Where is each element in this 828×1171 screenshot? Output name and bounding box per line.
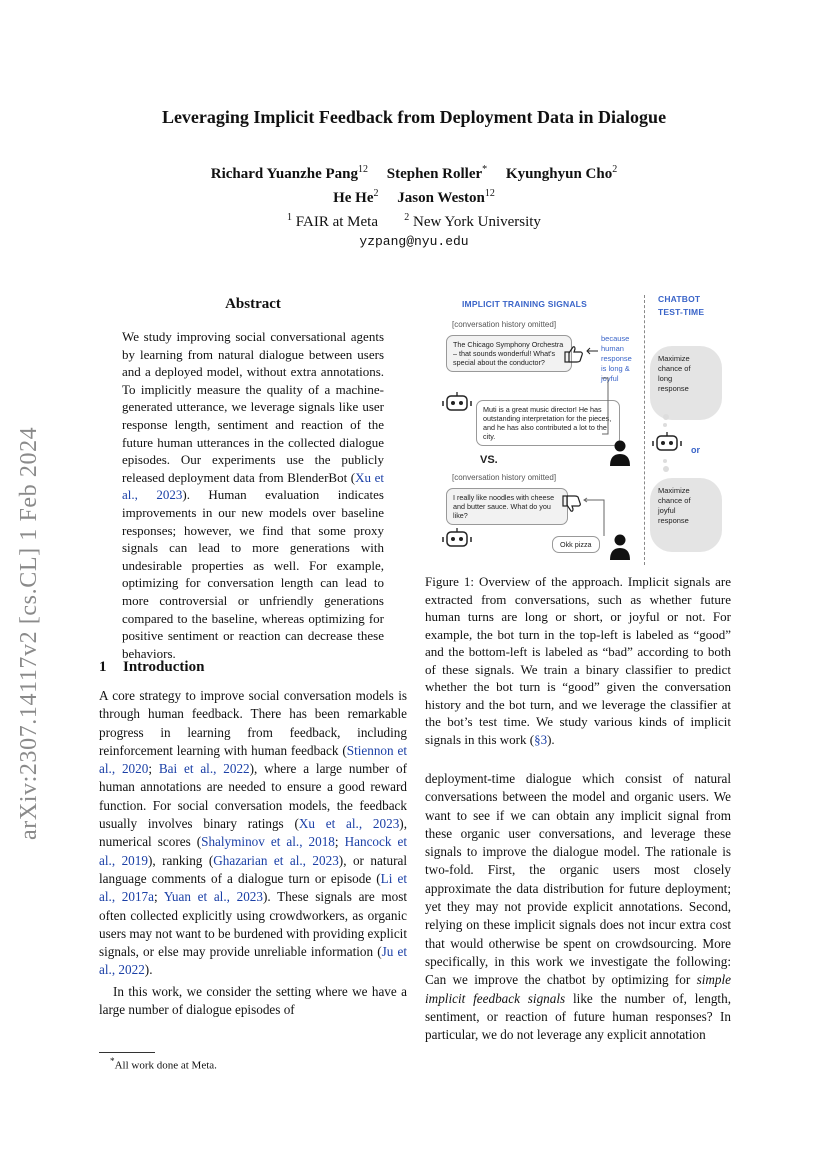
history-omitted: [conversation history omitted] [452,320,557,329]
author-block [0,160,828,252]
author-name: He He [333,190,374,206]
citation-link[interactable]: Ju et al., 2022 [99,944,407,978]
person-icon [610,534,630,560]
author-affil-mark: * [482,164,488,175]
affiliations: $^1$ FAIR at Meta $^2$ New York University [287,212,541,230]
intro-body [99,687,407,1019]
thought-cloud: Maximize chance of joyful response [650,478,722,552]
bot-message-bubble: The Chicago Symphony Orchestra – that sounds wonderful! What's special about the conductor? [446,335,572,372]
person-icon [610,440,630,466]
author-name: Kyunghyun Cho [505,166,613,182]
paragraph: deployment-time dialogue which consist of natural conversations between the model and organic users. We want to see if we can obtain any implicit signal from these organic user conversations, and leverage these signals to improve the dialogue model. The rationale is two-fold. First, the organic users most closely approximate the data distribution for future deployment; yet they may not provide explicit annotations. Second, relying on these implicit signals does not incur extra cost that would otherwise be spent on crowdsourcing. More specifically, in this work we investigate the following: Can we improve the chatbot by optimizing for simple implicit feedback signals like the number of, length, sentiment, or reaction of future human responses? In particular, we do not leverage any explicit annotation [425,771,731,1043]
citation-link[interactable]: Xu et al., 2023 [298,816,400,832]
citation-link[interactable]: Hancock et al., 2019 [99,834,407,868]
figure-divider [644,295,645,565]
thumbs-down-icon [562,495,582,513]
author-name: Stephen Roller [386,166,483,182]
author-name: Jason Weston [397,190,485,206]
figure-1 [440,290,730,570]
thought-dots [661,414,671,428]
author-affil-mark: 2 [612,164,618,175]
author-name: Richard Yuanzhe Pang [210,166,358,182]
because-note: because human response is long & joyful [601,334,632,383]
author-email: yzpang@nyu.edu [359,234,469,249]
footnote-rule [99,1052,155,1053]
paragraph: A core strategy to improve social conversation models is through human feedback. There has been remarkable progress in learning from feedback, including reinforcement learning with human feedback (Stiennon et al., 2020; Bai et al., 2022), where a large number of human annotations are needed to ensure a good reward function. For social conversation models, the feedback usually involves binary ratings (Xu et al., 2023), numerical scores (Shalyminov et al., 2018; Hancock et al., 2019), ranking (Ghazarian et al., 2023), or natural language comments of a dialogue turn or episode (Li et al., 2017a; Yuan et al., 2023). These signals are most often collected explicitly using crowdworkers, as organic users may not want to be burdened with providing explicit signals, or else may provide unreliable information (Ju et al., 2022). [99,688,408,978]
thought-cloud: Maximize chance of long response [650,346,722,420]
user-message-bubble: Muti is a great music director! He has outstanding interpretation for the pieces, and he has also contributed a lot to the city. [476,400,620,446]
feedback-arrow [600,378,616,436]
citation-link[interactable]: Xu et al., 2023 [122,469,384,503]
citation-link[interactable]: Yuan et al., 2023 [163,889,263,905]
robot-icon [442,528,472,550]
figure-label-left: IMPLICIT TRAINING SIGNALS [462,299,587,309]
footnote: *All work done at Meta. [110,1056,217,1072]
history-omitted: [conversation history omitted] [452,473,557,482]
figure-label-right: TEST-TIME [658,307,705,317]
arrow-left-icon [586,348,598,354]
feedback-arrow [584,498,610,538]
figure-label-right: CHATBOT [658,294,701,304]
abstract-heading: Abstract [225,296,281,312]
citation-link[interactable]: Li et al., 2017a [99,870,407,905]
paper-title: Leveraging Implicit Feedback from Deployment Data in Dialogue [161,107,667,127]
bot-message-bubble: I really like noodles with cheese and butter sauce. What do you like? [446,488,568,525]
affiliation: FAIR at Meta [295,214,379,230]
thought-dots [661,458,671,472]
figure-caption: Figure 1: Overview of the approach. Implicit signals are extracted from conversations, such as whether future human turns are long or short, or joyful or not. For example, the bot turn in the top-left is labeled as “good” and the bottom-left is labeled as “bad” according to both of these signals. We train a binary classifier to predict whether the bot turn is “good” given the conversation history and the bot turn, and we leverage the classifier at the bot’s test time. We study various kinds of implicit signals in this work (§3). [425,574,731,747]
paragraph: In this work, we consider the setting where we have a large number of dialogue episodes of [99,983,407,1018]
affiliation: New York University [413,214,541,230]
versus-label: VS. [480,454,498,466]
author-affil-mark: 12 [484,188,495,199]
user-message-bubble: Okk pizza [552,536,600,553]
section-heading: 1 Introduction [99,659,205,675]
author-affil-mark: 2 [373,188,379,199]
abstract-text: We study improving social conversational agents by learning from natural dialogue between users and a deployed model, without extra annotations. To implicitly measure the quality of a machine-generated utterance, we leverage signals like user response length, sentiment and reaction of the future human utterances in the collected dialogue episodes. Our experiments use the publicly released deployment data from BlenderBot (Xu et al., 2023). Human evaluation indicates improvements in our new models over baseline responses; however, we find that some proxy signals can lead to more generations with undesirable properties as well. For example, optimizing for conversation length can lead to more controversial or unfriendly generations compared to the baseline, whereas optimizing for positive sentiment or reaction can decrease these behaviors. [122,329,384,661]
author-affil-mark: 12 [358,164,368,175]
right-body [425,770,731,1044]
citation-link[interactable]: Shalyminov et al., 2018 [201,834,335,850]
robot-icon [652,432,682,454]
citation-link[interactable]: Ghazarian et al., 2023 [213,852,339,868]
section-link[interactable]: §3 [534,731,548,747]
robot-icon [442,392,472,414]
or-label: or [691,445,700,455]
thumbs-up-icon [564,345,584,363]
citation-link[interactable]: Bai et al., 2022 [158,761,250,777]
arxiv-side-stamp: arXiv:2307.14117v2 [cs.CL] 1 Feb 2024 [16,426,42,840]
citation-link[interactable]: Stiennon et al., 2020 [99,742,407,777]
